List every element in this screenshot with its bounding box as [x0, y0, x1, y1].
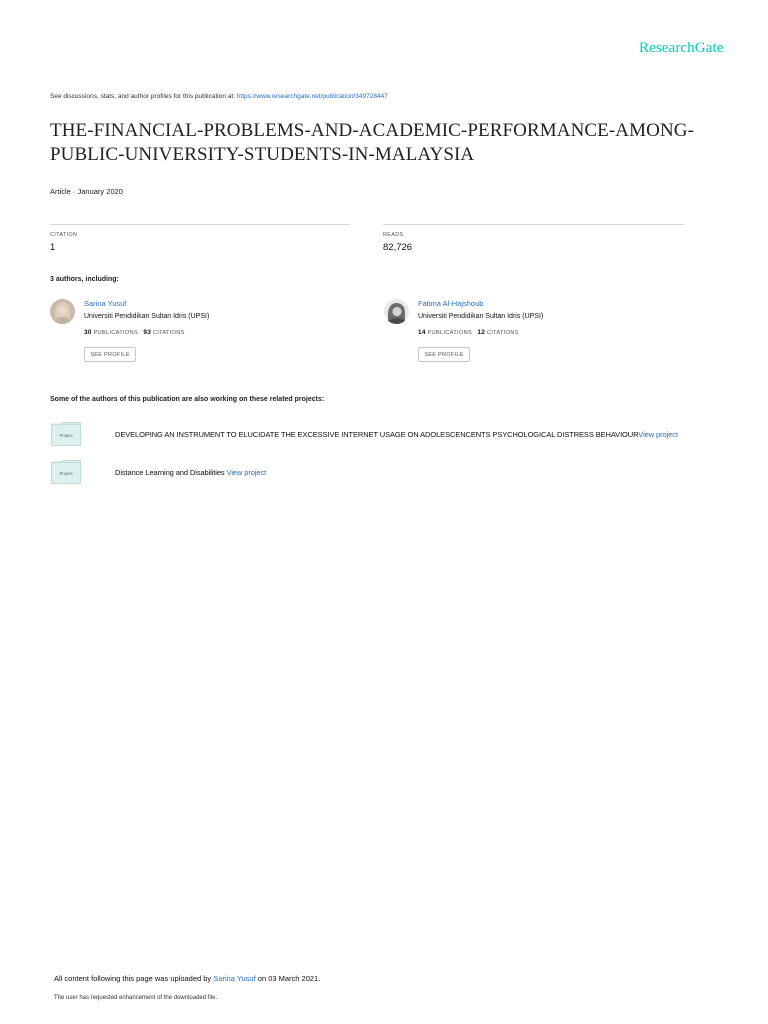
- reads-label: READS: [383, 232, 404, 238]
- author-2-stats: [418, 329, 519, 336]
- author-2-citations-count: 12: [477, 329, 486, 336]
- author-2-citations-label: CITATIONS: [486, 330, 519, 336]
- projects-heading: Some of the authors of this publication are also working on these related projects:: [50, 396, 325, 403]
- author-2-name[interactable]: Fatima Al-Hajshoub: [418, 299, 484, 308]
- publication-title: [50, 119, 730, 167]
- project-2-view-link[interactable]: View project: [226, 468, 267, 477]
- upload-prefix: All content following this page was uploaded by: [54, 974, 214, 983]
- reads-divider: [383, 224, 684, 225]
- citation-label: CITATION: [50, 232, 78, 238]
- project-1-title: DEVELOPING AN INSTRUMENT TO ELUCIDATE THE EXCESSIVE INTERNET USAGE ON ADOLESCENCENTS PSYCHOLOGICAL DISTRESS BEHAVIOUR: [115, 430, 639, 439]
- author-1-institution: Universiti Pendidikan Sultan Idris (UPSI): [84, 313, 210, 320]
- author-1-name[interactable]: Sarina Yusuf: [84, 299, 127, 308]
- project-1: [115, 430, 678, 439]
- author-1-citations-label: CITATIONS: [152, 330, 185, 336]
- author-2-publications-count: 14: [418, 329, 426, 336]
- project-2-title: Distance Learning and Disabilities: [115, 468, 225, 477]
- project-2-folder-icon[interactable]: [51, 460, 81, 484]
- title-line-1: THE-FINANCIAL-PROBLEMS-AND-ACADEMIC-PERFORMANCE-AMONG-: [50, 120, 695, 141]
- upload-suffix: on 03 March 2021.: [255, 974, 321, 983]
- author-1-publications-label: PUBLICATIONS: [93, 330, 138, 336]
- author-1-avatar-icon[interactable]: [50, 299, 75, 324]
- author-1-publications-count: 30: [84, 329, 92, 336]
- author-1-citations-count: 93: [143, 329, 152, 336]
- citation-count: 1: [50, 242, 56, 253]
- upload-notice: [54, 974, 320, 983]
- article-type-date: Article · January 2020: [50, 187, 123, 196]
- authors-heading: 3 authors, including:: [50, 276, 119, 283]
- author-2-publications-label: PUBLICATIONS: [427, 330, 472, 336]
- reads-count: 82,726: [383, 242, 413, 253]
- author-2-see-profile-button[interactable]: SEE PROFILE: [418, 347, 470, 362]
- title-line-2: PUBLIC-UNIVERSITY-STUDENTS-IN-MALAYSIA: [50, 144, 475, 165]
- project-2: [115, 468, 266, 477]
- author-1-stats: [84, 329, 185, 336]
- citation-divider: [50, 224, 350, 225]
- uploader-link[interactable]: Sarina Yusuf: [213, 974, 256, 983]
- publication-url-link[interactable]: https://www.researchgate.net/publication/349728447: [236, 93, 388, 100]
- researchgate-logo[interactable]: ResearchGate: [639, 40, 724, 56]
- enhancement-note: The user has requested enhancement of the downloaded file.: [54, 995, 218, 1001]
- project-1-view-link[interactable]: View project: [638, 430, 678, 439]
- author-2-avatar-icon[interactable]: [384, 299, 409, 324]
- author-1-see-profile-button[interactable]: SEE PROFILE: [84, 347, 136, 362]
- project-1-icon-label: Project: [59, 433, 73, 438]
- discussion-line: [50, 93, 388, 100]
- discussion-text: See discussions, stats, and author profiles for this publication at:: [50, 93, 237, 100]
- project-2-icon-label: Project: [59, 471, 73, 476]
- author-2-institution: Universiti Pendidikan Sultan Idris (UPSI): [418, 313, 544, 320]
- project-1-folder-icon[interactable]: [51, 422, 81, 446]
